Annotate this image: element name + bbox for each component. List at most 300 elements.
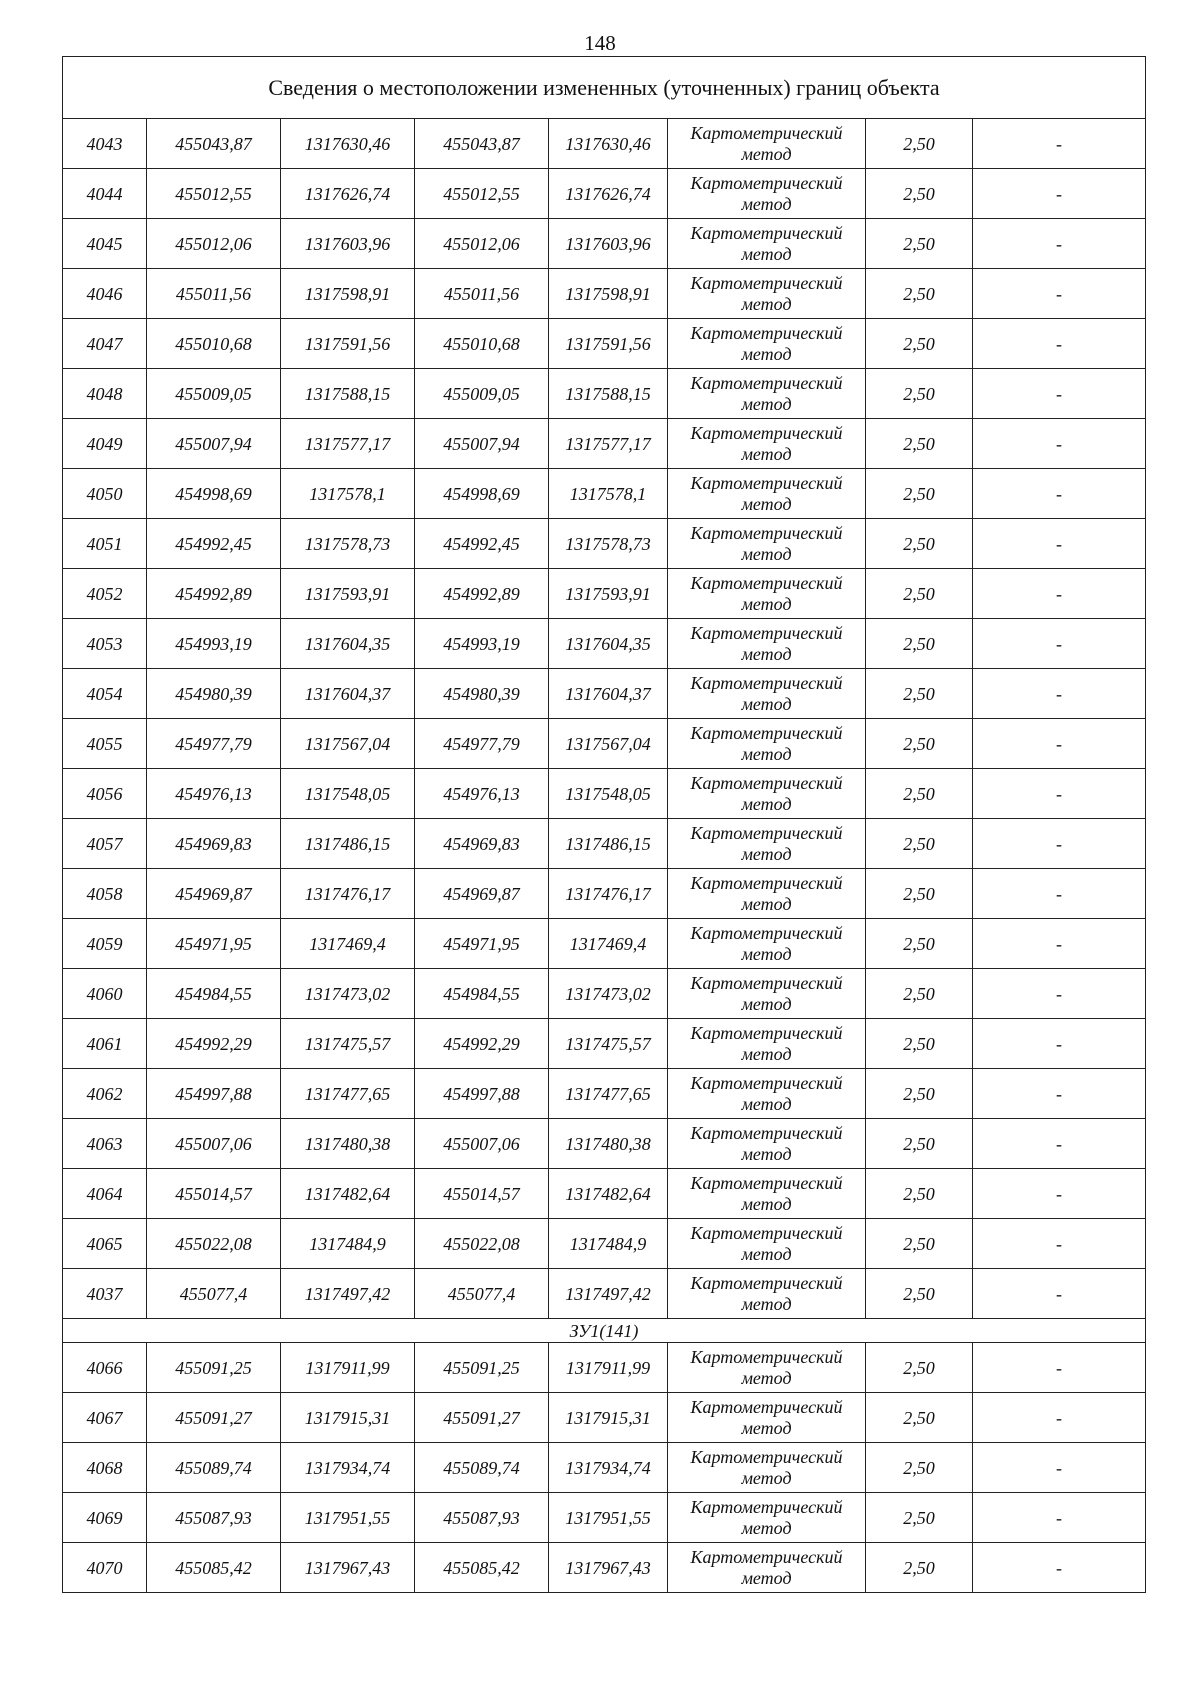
method-line2: метод xyxy=(741,843,792,864)
x-new-cell: 455085,42 xyxy=(415,1543,549,1593)
accuracy-cell: 2,50 xyxy=(866,1269,973,1319)
method-line1: Картометрический xyxy=(690,672,843,693)
method-cell xyxy=(668,969,866,1019)
table-row xyxy=(63,469,1146,519)
y-old-cell: 1317548,05 xyxy=(281,769,415,819)
y-new-cell: 1317480,38 xyxy=(549,1119,668,1169)
table-title-row xyxy=(63,57,1146,119)
y-old-cell: 1317475,57 xyxy=(281,1019,415,1069)
method-cell xyxy=(668,1069,866,1119)
accuracy-cell: 2,50 xyxy=(866,1219,973,1269)
point-number-cell: 4065 xyxy=(63,1219,147,1269)
x-old-cell: 454992,45 xyxy=(147,519,281,569)
point-number-cell: 4058 xyxy=(63,869,147,919)
y-old-cell: 1317934,74 xyxy=(281,1443,415,1493)
y-old-cell: 1317915,31 xyxy=(281,1393,415,1443)
accuracy-cell: 2,50 xyxy=(866,319,973,369)
method-line2: метод xyxy=(741,193,792,214)
x-old-cell: 455010,68 xyxy=(147,319,281,369)
method-cell xyxy=(668,369,866,419)
table-row xyxy=(63,969,1146,1019)
method-cell xyxy=(668,1169,866,1219)
method-line2: метод xyxy=(741,893,792,914)
x-old-cell: 454977,79 xyxy=(147,719,281,769)
x-new-cell: 454993,19 xyxy=(415,619,549,669)
x-old-cell: 455085,42 xyxy=(147,1543,281,1593)
method-line1: Картометрический xyxy=(690,522,843,543)
y-new-cell: 1317630,46 xyxy=(549,119,668,169)
point-number-cell: 4066 xyxy=(63,1343,147,1393)
table-row xyxy=(63,369,1146,419)
x-new-cell: 455007,94 xyxy=(415,419,549,469)
method-line2: метод xyxy=(741,143,792,164)
x-old-cell: 454969,83 xyxy=(147,819,281,869)
method-line2: метод xyxy=(741,1293,792,1314)
table-row xyxy=(63,169,1146,219)
method-line2: метод xyxy=(741,743,792,764)
table-row xyxy=(63,1443,1146,1493)
note-cell: - xyxy=(973,119,1146,169)
x-old-cell: 455091,27 xyxy=(147,1393,281,1443)
table-row xyxy=(63,319,1146,369)
accuracy-cell: 2,50 xyxy=(866,1019,973,1069)
x-new-cell: 455091,25 xyxy=(415,1343,549,1393)
method-line1: Картометрический xyxy=(690,922,843,943)
y-old-cell: 1317593,91 xyxy=(281,569,415,619)
note-cell: - xyxy=(973,669,1146,719)
method-cell xyxy=(668,219,866,269)
accuracy-cell: 2,50 xyxy=(866,1393,973,1443)
point-number-cell: 4056 xyxy=(63,769,147,819)
method-line1: Картометрический xyxy=(690,1222,843,1243)
x-new-cell: 455022,08 xyxy=(415,1219,549,1269)
method-line2: метод xyxy=(741,993,792,1014)
x-new-cell: 455009,05 xyxy=(415,369,549,419)
method-line2: метод xyxy=(741,593,792,614)
note-cell: - xyxy=(973,369,1146,419)
table-row xyxy=(63,1543,1146,1593)
method-line2: метод xyxy=(741,943,792,964)
x-old-cell: 454969,87 xyxy=(147,869,281,919)
table-row xyxy=(63,519,1146,569)
table-row xyxy=(63,769,1146,819)
table-title: Сведения о местоположении измененных (уточненных) границ объекта xyxy=(63,57,1146,119)
note-cell: - xyxy=(973,1343,1146,1393)
method-line1: Картометрический xyxy=(690,972,843,993)
method-line2: метод xyxy=(741,243,792,264)
accuracy-cell: 2,50 xyxy=(866,969,973,1019)
y-old-cell: 1317473,02 xyxy=(281,969,415,1019)
y-old-cell: 1317476,17 xyxy=(281,869,415,919)
table-body xyxy=(63,57,1146,1593)
table-row xyxy=(63,569,1146,619)
x-new-cell: 454998,69 xyxy=(415,469,549,519)
method-cell xyxy=(668,519,866,569)
x-old-cell: 455089,74 xyxy=(147,1443,281,1493)
point-number-cell: 4044 xyxy=(63,169,147,219)
note-cell: - xyxy=(973,819,1146,869)
section-header-row xyxy=(63,1319,1146,1343)
y-old-cell: 1317578,73 xyxy=(281,519,415,569)
accuracy-cell: 2,50 xyxy=(866,169,973,219)
coordinates-table xyxy=(62,56,1146,1593)
accuracy-cell: 2,50 xyxy=(866,419,973,469)
y-new-cell: 1317475,57 xyxy=(549,1019,668,1069)
table-row xyxy=(63,1119,1146,1169)
point-number-cell: 4045 xyxy=(63,219,147,269)
method-line1: Картометрический xyxy=(690,1446,843,1467)
accuracy-cell: 2,50 xyxy=(866,669,973,719)
accuracy-cell: 2,50 xyxy=(866,1343,973,1393)
method-line1: Картометрический xyxy=(690,822,843,843)
y-new-cell: 1317476,17 xyxy=(549,869,668,919)
x-old-cell: 455012,55 xyxy=(147,169,281,219)
x-old-cell: 455022,08 xyxy=(147,1219,281,1269)
method-line2: метод xyxy=(741,443,792,464)
note-cell: - xyxy=(973,219,1146,269)
x-new-cell: 455091,27 xyxy=(415,1393,549,1443)
y-new-cell: 1317477,65 xyxy=(549,1069,668,1119)
method-line1: Картометрический xyxy=(690,172,843,193)
note-cell: - xyxy=(973,469,1146,519)
accuracy-cell: 2,50 xyxy=(866,569,973,619)
method-line2: метод xyxy=(741,1417,792,1438)
accuracy-cell: 2,50 xyxy=(866,1069,973,1119)
point-number-cell: 4062 xyxy=(63,1069,147,1119)
y-old-cell: 1317567,04 xyxy=(281,719,415,769)
method-line2: метод xyxy=(741,543,792,564)
note-cell: - xyxy=(973,619,1146,669)
method-cell xyxy=(668,869,866,919)
point-number-cell: 4068 xyxy=(63,1443,147,1493)
note-cell: - xyxy=(973,1393,1146,1443)
x-old-cell: 454998,69 xyxy=(147,469,281,519)
x-new-cell: 454992,89 xyxy=(415,569,549,619)
accuracy-cell: 2,50 xyxy=(866,519,973,569)
method-line1: Картометрический xyxy=(690,572,843,593)
point-number-cell: 4061 xyxy=(63,1019,147,1069)
y-old-cell: 1317951,55 xyxy=(281,1493,415,1543)
x-old-cell: 455009,05 xyxy=(147,369,281,419)
table-row xyxy=(63,819,1146,869)
x-old-cell: 454992,89 xyxy=(147,569,281,619)
point-number-cell: 4064 xyxy=(63,1169,147,1219)
x-old-cell: 454992,29 xyxy=(147,1019,281,1069)
note-cell: - xyxy=(973,1269,1146,1319)
table-row xyxy=(63,669,1146,719)
method-line2: метод xyxy=(741,1517,792,1538)
method-line1: Картометрический xyxy=(690,622,843,643)
accuracy-cell: 2,50 xyxy=(866,919,973,969)
y-new-cell: 1317484,9 xyxy=(549,1219,668,1269)
y-new-cell: 1317486,15 xyxy=(549,819,668,869)
x-new-cell: 455077,4 xyxy=(415,1269,549,1319)
note-cell: - xyxy=(973,919,1146,969)
note-cell: - xyxy=(973,419,1146,469)
y-new-cell: 1317934,74 xyxy=(549,1443,668,1493)
table-row xyxy=(63,1069,1146,1119)
y-old-cell: 1317626,74 xyxy=(281,169,415,219)
table-row xyxy=(63,919,1146,969)
point-number-cell: 4060 xyxy=(63,969,147,1019)
y-old-cell: 1317967,43 xyxy=(281,1543,415,1593)
y-old-cell: 1317911,99 xyxy=(281,1343,415,1393)
note-cell: - xyxy=(973,1219,1146,1269)
point-number-cell: 4047 xyxy=(63,319,147,369)
table-row xyxy=(63,269,1146,319)
method-cell xyxy=(668,819,866,869)
point-number-cell: 4048 xyxy=(63,369,147,419)
point-number-cell: 4037 xyxy=(63,1269,147,1319)
method-cell xyxy=(668,1119,866,1169)
x-new-cell: 455012,55 xyxy=(415,169,549,219)
x-old-cell: 454976,13 xyxy=(147,769,281,819)
point-number-cell: 4046 xyxy=(63,269,147,319)
x-old-cell: 454971,95 xyxy=(147,919,281,969)
y-new-cell: 1317497,42 xyxy=(549,1269,668,1319)
method-line1: Картометрический xyxy=(690,1346,843,1367)
y-old-cell: 1317480,38 xyxy=(281,1119,415,1169)
note-cell: - xyxy=(973,1543,1146,1593)
x-new-cell: 454980,39 xyxy=(415,669,549,719)
point-number-cell: 4067 xyxy=(63,1393,147,1443)
y-new-cell: 1317567,04 xyxy=(549,719,668,769)
method-line2: метод xyxy=(741,493,792,514)
x-new-cell: 454992,29 xyxy=(415,1019,549,1069)
point-number-cell: 4051 xyxy=(63,519,147,569)
note-cell: - xyxy=(973,1069,1146,1119)
y-old-cell: 1317604,35 xyxy=(281,619,415,669)
note-cell: - xyxy=(973,869,1146,919)
method-line1: Картометрический xyxy=(690,1022,843,1043)
point-number-cell: 4054 xyxy=(63,669,147,719)
method-line1: Картометрический xyxy=(690,472,843,493)
x-old-cell: 455007,94 xyxy=(147,419,281,469)
accuracy-cell: 2,50 xyxy=(866,269,973,319)
method-line2: метод xyxy=(741,1567,792,1588)
method-line1: Картометрический xyxy=(690,1172,843,1193)
y-new-cell: 1317915,31 xyxy=(549,1393,668,1443)
accuracy-cell: 2,50 xyxy=(866,469,973,519)
method-line1: Картометрический xyxy=(690,122,843,143)
table-row xyxy=(63,119,1146,169)
method-line2: метод xyxy=(741,1193,792,1214)
point-number-cell: 4049 xyxy=(63,419,147,469)
accuracy-cell: 2,50 xyxy=(866,1119,973,1169)
y-new-cell: 1317577,17 xyxy=(549,419,668,469)
y-old-cell: 1317588,15 xyxy=(281,369,415,419)
x-new-cell: 454984,55 xyxy=(415,969,549,1019)
y-new-cell: 1317578,1 xyxy=(549,469,668,519)
method-cell xyxy=(668,119,866,169)
accuracy-cell: 2,50 xyxy=(866,719,973,769)
method-line1: Картометрический xyxy=(690,372,843,393)
y-old-cell: 1317577,17 xyxy=(281,419,415,469)
method-line2: метод xyxy=(741,1243,792,1264)
y-new-cell: 1317967,43 xyxy=(549,1543,668,1593)
y-new-cell: 1317469,4 xyxy=(549,919,668,969)
x-new-cell: 455014,57 xyxy=(415,1169,549,1219)
accuracy-cell: 2,50 xyxy=(866,1543,973,1593)
y-new-cell: 1317593,91 xyxy=(549,569,668,619)
y-old-cell: 1317598,91 xyxy=(281,269,415,319)
x-new-cell: 454997,88 xyxy=(415,1069,549,1119)
table-row xyxy=(63,1219,1146,1269)
method-line1: Картометрический xyxy=(690,222,843,243)
method-line1: Картометрический xyxy=(690,272,843,293)
method-cell xyxy=(668,269,866,319)
method-cell xyxy=(668,619,866,669)
y-old-cell: 1317578,1 xyxy=(281,469,415,519)
x-new-cell: 454977,79 xyxy=(415,719,549,769)
note-cell: - xyxy=(973,569,1146,619)
y-new-cell: 1317473,02 xyxy=(549,969,668,1019)
method-line2: метод xyxy=(741,1367,792,1388)
table-row xyxy=(63,1019,1146,1069)
y-new-cell: 1317603,96 xyxy=(549,219,668,269)
point-number-cell: 4069 xyxy=(63,1493,147,1543)
x-new-cell: 454976,13 xyxy=(415,769,549,819)
x-old-cell: 455087,93 xyxy=(147,1493,281,1543)
point-number-cell: 4057 xyxy=(63,819,147,869)
note-cell: - xyxy=(973,719,1146,769)
accuracy-cell: 2,50 xyxy=(866,119,973,169)
table-row xyxy=(63,869,1146,919)
x-old-cell: 455012,06 xyxy=(147,219,281,269)
x-new-cell: 455089,74 xyxy=(415,1443,549,1493)
x-new-cell: 455007,06 xyxy=(415,1119,549,1169)
method-cell xyxy=(668,1493,866,1543)
y-new-cell: 1317578,73 xyxy=(549,519,668,569)
method-line2: метод xyxy=(741,643,792,664)
accuracy-cell: 2,50 xyxy=(866,1443,973,1493)
y-new-cell: 1317588,15 xyxy=(549,369,668,419)
method-line2: метод xyxy=(741,1043,792,1064)
method-line2: метод xyxy=(741,693,792,714)
note-cell: - xyxy=(973,1019,1146,1069)
note-cell: - xyxy=(973,1443,1146,1493)
note-cell: - xyxy=(973,769,1146,819)
accuracy-cell: 2,50 xyxy=(866,869,973,919)
x-old-cell: 455011,56 xyxy=(147,269,281,319)
method-cell xyxy=(668,1269,866,1319)
y-old-cell: 1317486,15 xyxy=(281,819,415,869)
y-new-cell: 1317604,37 xyxy=(549,669,668,719)
method-line2: метод xyxy=(741,1093,792,1114)
method-cell xyxy=(668,569,866,619)
method-line2: метод xyxy=(741,1467,792,1488)
table-row xyxy=(63,719,1146,769)
page-number: 148 xyxy=(584,31,616,55)
note-cell: - xyxy=(973,969,1146,1019)
x-old-cell: 454980,39 xyxy=(147,669,281,719)
accuracy-cell: 2,50 xyxy=(866,769,973,819)
y-old-cell: 1317497,42 xyxy=(281,1269,415,1319)
method-line1: Картометрический xyxy=(690,1396,843,1417)
x-old-cell: 455091,25 xyxy=(147,1343,281,1393)
x-new-cell: 455087,93 xyxy=(415,1493,549,1543)
method-line1: Картометрический xyxy=(690,722,843,743)
y-old-cell: 1317603,96 xyxy=(281,219,415,269)
table-row xyxy=(63,1169,1146,1219)
method-line2: метод xyxy=(741,343,792,364)
point-number-cell: 4050 xyxy=(63,469,147,519)
y-old-cell: 1317482,64 xyxy=(281,1169,415,1219)
x-new-cell: 454971,95 xyxy=(415,919,549,969)
x-old-cell: 455077,4 xyxy=(147,1269,281,1319)
table-row xyxy=(63,1393,1146,1443)
y-old-cell: 1317604,37 xyxy=(281,669,415,719)
y-new-cell: 1317626,74 xyxy=(549,169,668,219)
accuracy-cell: 2,50 xyxy=(866,819,973,869)
method-cell xyxy=(668,1393,866,1443)
note-cell: - xyxy=(973,1119,1146,1169)
x-new-cell: 454969,83 xyxy=(415,819,549,869)
x-new-cell: 454969,87 xyxy=(415,869,549,919)
method-cell xyxy=(668,719,866,769)
point-number-cell: 4053 xyxy=(63,619,147,669)
point-number-cell: 4063 xyxy=(63,1119,147,1169)
method-line2: метод xyxy=(741,293,792,314)
method-cell xyxy=(668,1343,866,1393)
y-new-cell: 1317604,35 xyxy=(549,619,668,669)
note-cell: - xyxy=(973,1169,1146,1219)
method-line1: Картометрический xyxy=(690,1272,843,1293)
x-old-cell: 455014,57 xyxy=(147,1169,281,1219)
y-new-cell: 1317911,99 xyxy=(549,1343,668,1393)
method-line1: Картометрический xyxy=(690,872,843,893)
y-new-cell: 1317482,64 xyxy=(549,1169,668,1219)
point-number-cell: 4070 xyxy=(63,1543,147,1593)
x-old-cell: 454993,19 xyxy=(147,619,281,669)
method-cell xyxy=(668,469,866,519)
table-row xyxy=(63,419,1146,469)
x-old-cell: 454984,55 xyxy=(147,969,281,1019)
y-new-cell: 1317598,91 xyxy=(549,269,668,319)
note-cell: - xyxy=(973,319,1146,369)
y-new-cell: 1317548,05 xyxy=(549,769,668,819)
note-cell: - xyxy=(973,1493,1146,1543)
y-old-cell: 1317484,9 xyxy=(281,1219,415,1269)
table-row xyxy=(63,1269,1146,1319)
note-cell: - xyxy=(973,269,1146,319)
method-cell xyxy=(668,669,866,719)
method-cell xyxy=(668,1019,866,1069)
method-cell xyxy=(668,169,866,219)
accuracy-cell: 2,50 xyxy=(866,1493,973,1543)
section-label: ЗУ1(141) xyxy=(63,1319,1146,1343)
x-old-cell: 455007,06 xyxy=(147,1119,281,1169)
point-number-cell: 4055 xyxy=(63,719,147,769)
method-cell xyxy=(668,1443,866,1493)
method-cell xyxy=(668,419,866,469)
y-old-cell: 1317469,4 xyxy=(281,919,415,969)
x-new-cell: 455010,68 xyxy=(415,319,549,369)
point-number-cell: 4052 xyxy=(63,569,147,619)
method-line2: метод xyxy=(741,793,792,814)
method-line2: метод xyxy=(741,393,792,414)
method-line1: Картометрический xyxy=(690,322,843,343)
method-cell xyxy=(668,319,866,369)
point-number-cell: 4059 xyxy=(63,919,147,969)
method-cell xyxy=(668,769,866,819)
y-old-cell: 1317477,65 xyxy=(281,1069,415,1119)
x-new-cell: 455011,56 xyxy=(415,269,549,319)
method-cell xyxy=(668,919,866,969)
method-cell xyxy=(668,1543,866,1593)
y-old-cell: 1317591,56 xyxy=(281,319,415,369)
x-old-cell: 455043,87 xyxy=(147,119,281,169)
